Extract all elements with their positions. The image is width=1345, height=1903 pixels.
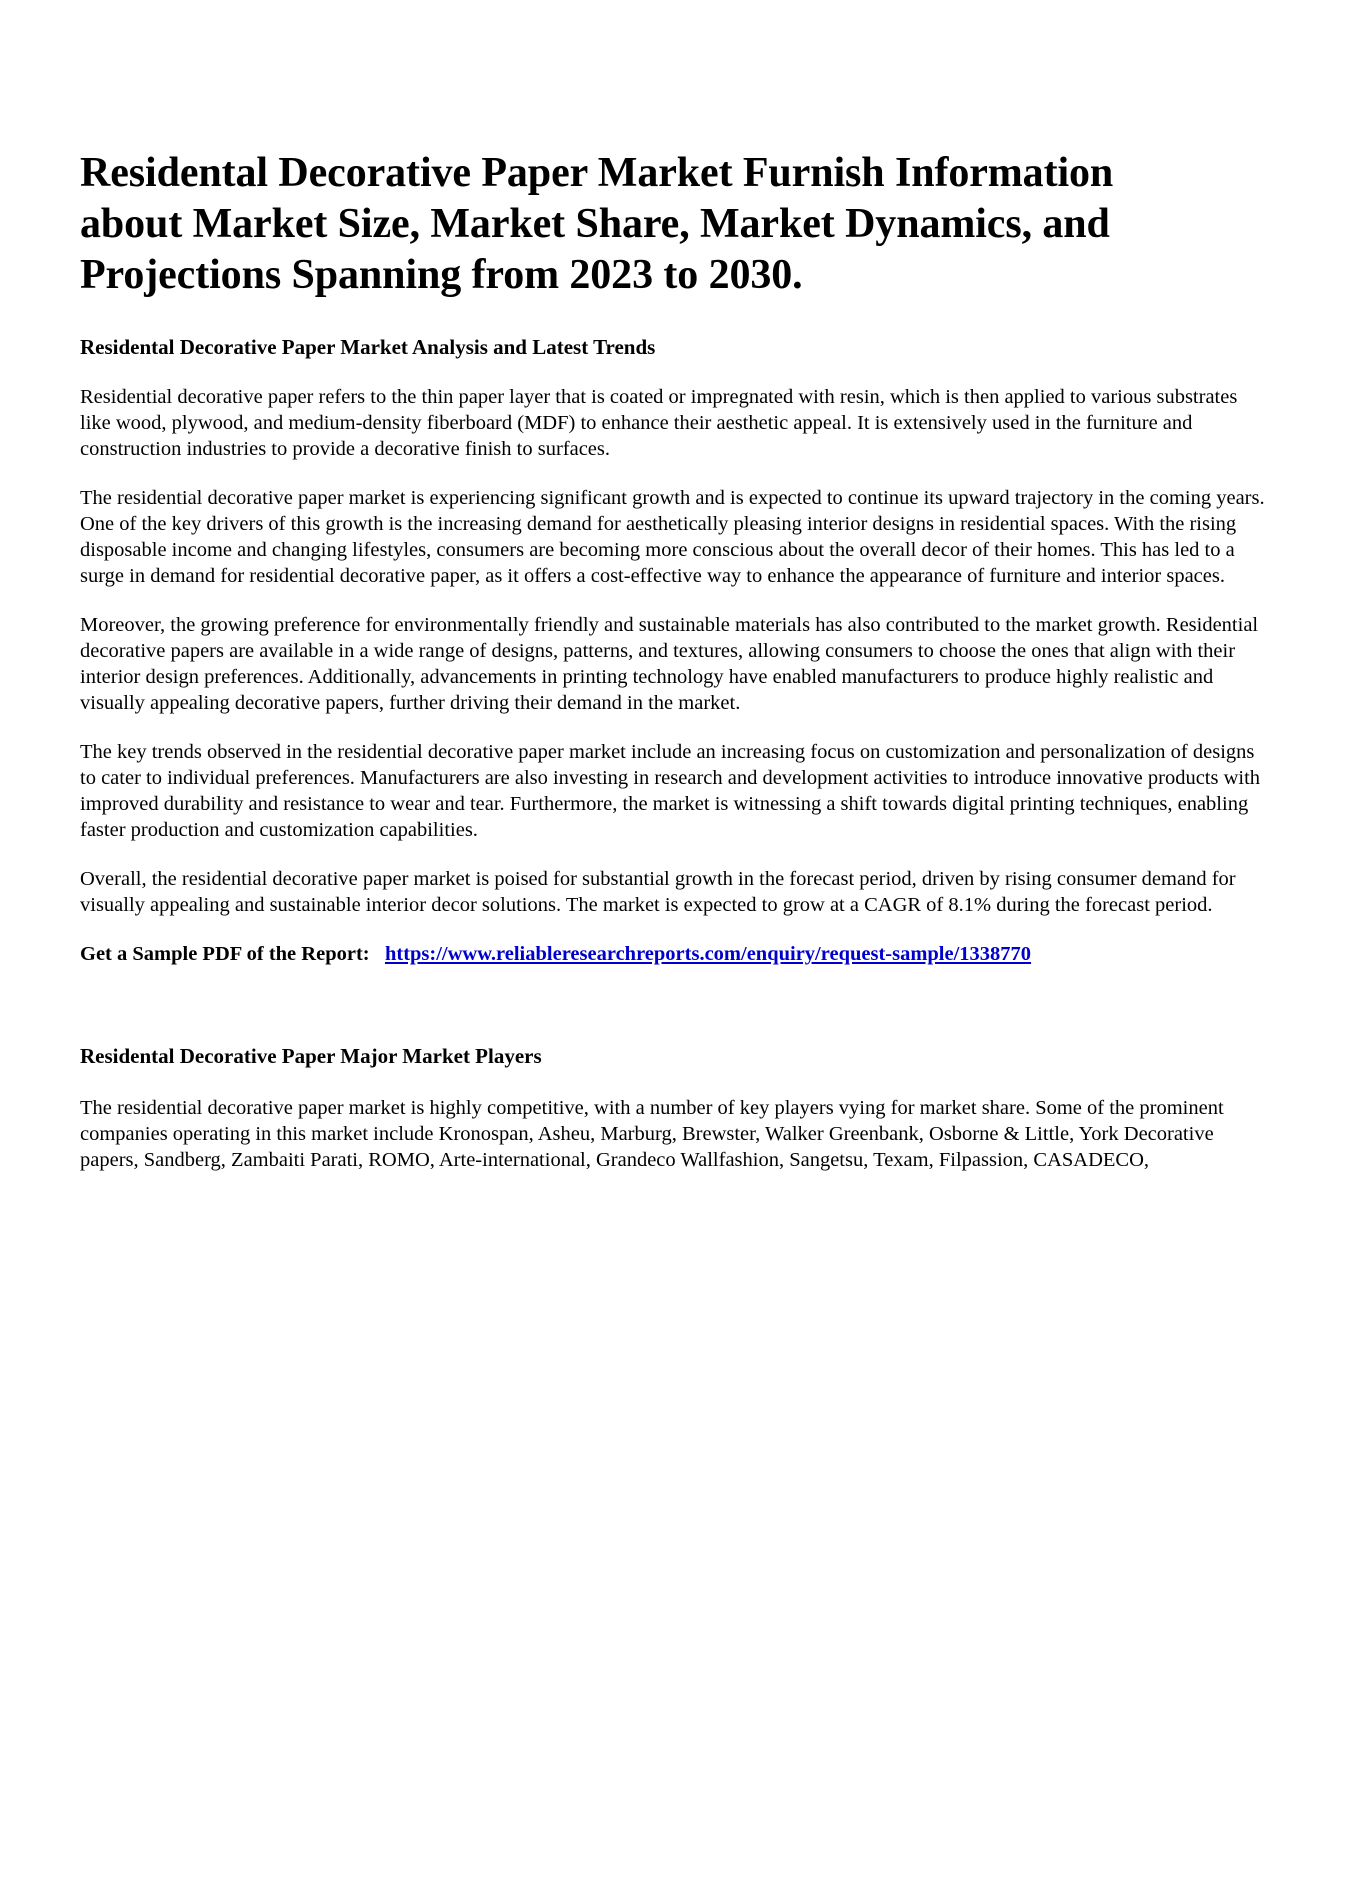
paragraph-sustainability: Moreover, the growing preference for environmentally friendly and sustainable materials has also contributed to the market growth. Residential decorative papers are available in a wide range of designs, patterns, and textures, allowing consumers to choose the ones that align with their interior design preferences. Additionally, advancements in printing technology have enabled manufacturers to produce highly realistic and visually appealing decorative papers, further driving their demand in the market. [80,613,1259,715]
paragraph-definition: Residential decorative paper refers to the thin paper layer that is coated or impregnated with resin, which is then applied to various substrates like wood, plywood, and medium-density fiberboard (MDF) to enhance their aesthetic appeal. It is extensively used in the furniture and construction industries to provide a decorative finish to surfaces. [80,385,1238,460]
paragraph-major-players: The residential decorative paper market is highly competitive, with a number of key players vying for market share. Some of the prominent companies operating in this market include Kronospan, Asheu, Marburg, Brewster, Walker Greenbank, Osborne & Little, York Decorative papers, Sandberg, Zambaiti Parati, ROMO, Arte-international, Grandeco Wallfashion, Sangetsu, Texam, Filpassion, CASADECO, [80,1096,1224,1171]
section-heading-major-players: Residental Decorative Paper Major Market Players [80,1044,542,1069]
page-title: Residental Decorative Paper Market Furnish Information about Market Size, Market Share, Market Dynamics, and Projections Spanning from 2023 to 2030. [80,150,1114,298]
section-heading-analysis: Residental Decorative Paper Market Analysis and Latest Trends [80,335,656,360]
paragraph-outlook: Overall, the residential decorative paper market is poised for substantial growth in the forecast period, driven by rising consumer demand for visually appealing and sustainable interior decor solutions. The market is expected to grow at a CAGR of 8.1% during the forecast period. [80,868,1236,917]
paragraph-growth-drivers: The residential decorative paper market is experiencing significant growth and is expected to continue its upward trajectory in the coming years. One of the key drivers of this growth is the increasing demand for aesthetically pleasing interior designs in residential spaces. With the rising disposable income and changing lifestyles, consumers are becoming more conscious about the overall decor of their homes. This has led to a surge in demand for residential decorative paper, as it offers a cost-effective way to enhance the appearance of furniture and interior spaces. [80,486,1265,587]
sample-pdf-link[interactable]: https://www.reliableresearchreports.com/enquiry/request-sample/1338770 [384,943,1032,966]
sample-pdf-label: Get a Sample PDF of the Report: [80,943,370,966]
section-spacer [80,967,1269,1043]
sample-pdf-cta [80,941,1269,967]
paragraph-key-trends: The key trends observed in the residential decorative paper market include an increasing focus on customization and personalization of designs to cater to individual preferences. Manufacturers are also investing in research and development activities to introduce innovative products with improved durability and resistance to wear and tear. Furthermore, the market is witnessing a shift towards digital printing techniques, enabling faster production and customization capabilities. [80,741,1261,842]
